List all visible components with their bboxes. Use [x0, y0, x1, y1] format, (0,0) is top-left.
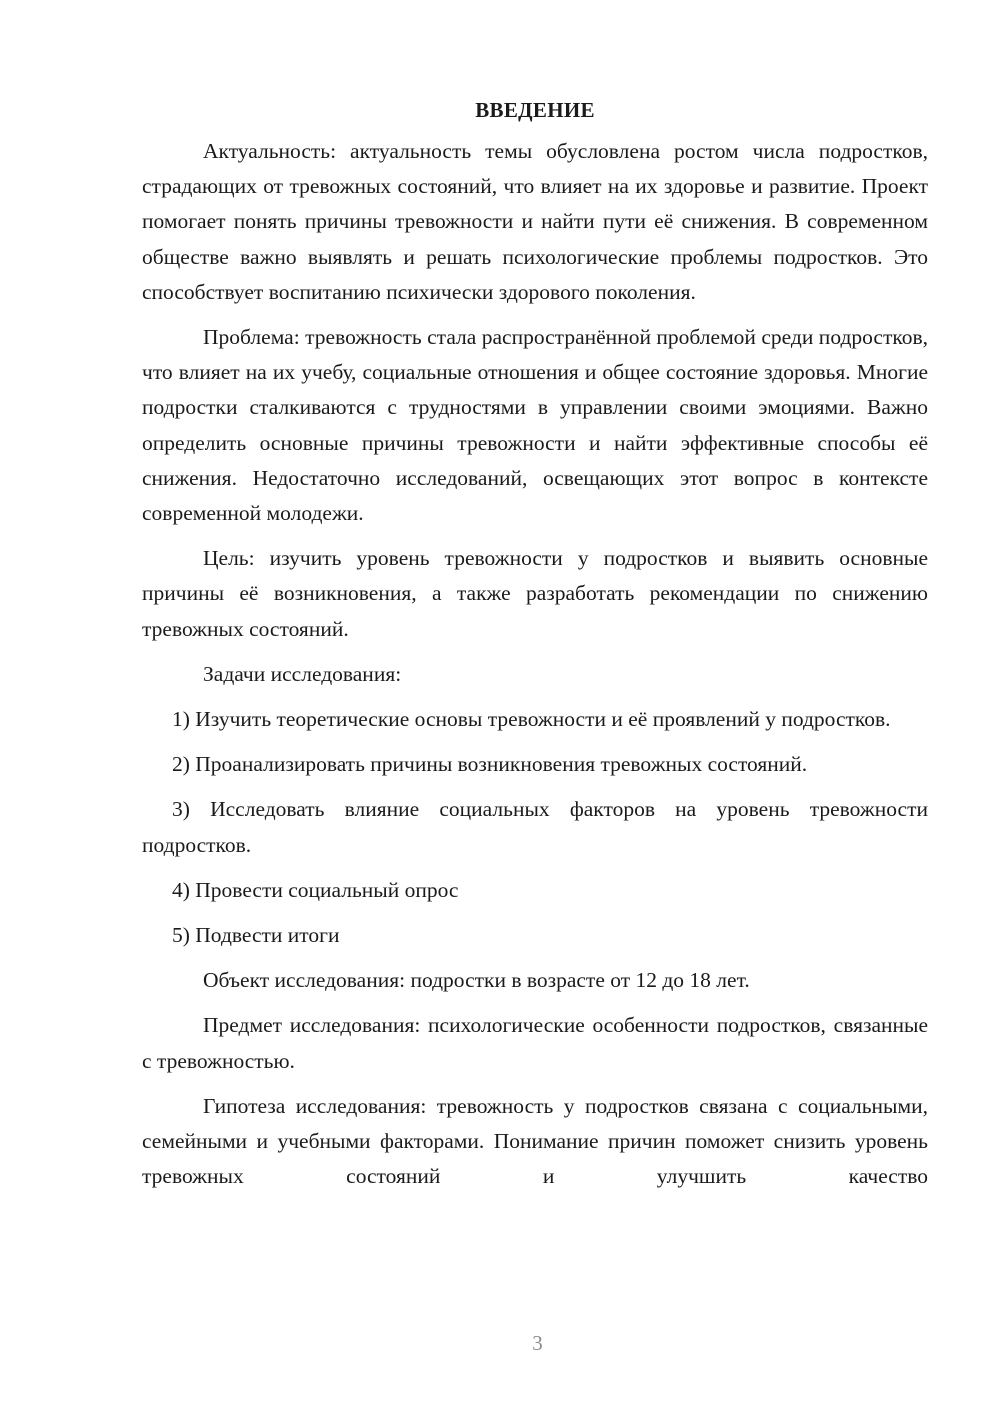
list-item-task-4: 4) Провести социальный опрос — [172, 877, 459, 902]
paragraph-relevance: Актуальность: актуальность темы обусловлена ростом числа подростков, страдающих от тревожных состояний, что влияет на их здоровье и развитие. Проект помогает понять причины тревожности и найти пути её снижения. В современном обществе важно выявлять и решать психологические проблемы подростков. Это способствует воспитанию психически здорового поколения. — [142, 139, 928, 304]
list-item-task-3: 3) Исследовать влияние социальных факторов на уровень тревожности подростков. — [142, 797, 928, 857]
list-item-task-5: 5) Подвести итоги — [172, 923, 340, 948]
paragraph-goal: Цель: изучить уровень тревожности у подростков и выявить основные причины её возникновения, а также разработать рекомендации по снижению тревожных состояний. — [142, 546, 928, 641]
paragraph-problem: Проблема: тревожность стала распространённой проблемой среди подростков, что влияет на их учебу, социальные отношения и общее состояние здоровья. Многие подростки сталкиваются с трудностями в управлении своими эмоциями. Важно определить основные причины тревожности и найти эффективные способы её снижения. Недостаточно исследований, освещающих этот вопрос в контексте современной молодежи. — [142, 325, 928, 526]
list-item-task-1: 1) Изучить теоретические основы тревожности и её проявлений у подростков. — [172, 707, 891, 732]
paragraph-tasks-heading: Задачи исследования: — [203, 661, 402, 686]
paragraph-object: Объект исследования: подростки в возрасте от 12 до 18 лет. — [203, 968, 750, 993]
paragraph-hypothesis: Гипотеза исследования: тревожность у подростков связана с социальными, семейными и учебными факторами. Понимание причин поможет снизить уровень тревожных состояний и улучшить качество — [142, 1093, 928, 1189]
list-item-task-2: 2) Проанализировать причины возникновения тревожных состояний. — [172, 752, 808, 777]
section-title: ВВЕДЕНИЕ — [475, 98, 595, 122]
page-number: 3 — [532, 1331, 543, 1355]
paragraph-subject: Предмет исследования: психологические особенности подростков, связанные с тревожностью. — [142, 1013, 928, 1073]
document-page — [142, 93, 928, 1204]
